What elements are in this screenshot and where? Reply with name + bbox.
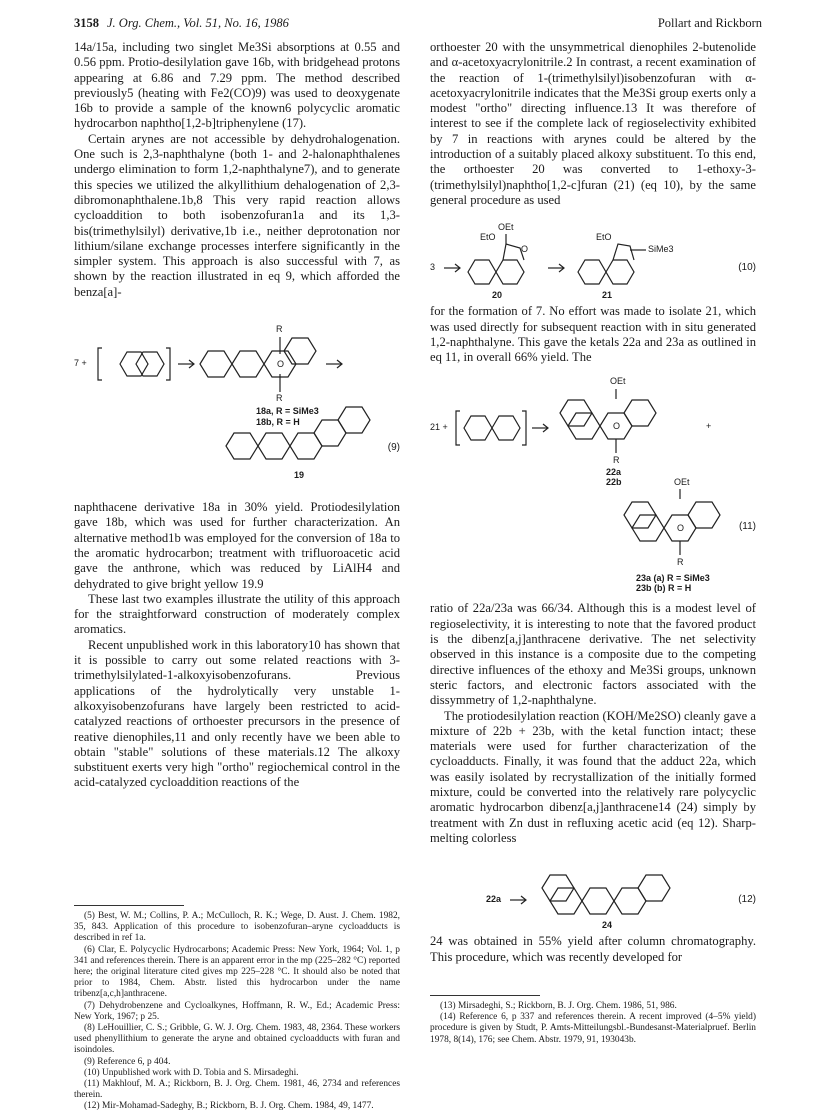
footnote-rule	[74, 905, 184, 906]
paragraph: for the formation of 7. No effort was made to isolate 21, which was used directly for subsequent reaction with in situ generated 1,2-naphthalyne. This gave the ketals 22a and 23a as outlined in eq 11, in overall 66% yield. The	[430, 304, 756, 365]
paragraph: Certain arynes are not accessible by dehydrohalogenation. One such is 2,3-naphthalyne (both 1- and 2-halonaphthalenes undergo elimination to form 1,2-naphthalyne7), and to generate this species we utilized the alkyllithium dehalogenation of 2,3-dibromonaphthalene.1b,8 This very rapid reaction allows cycloaddition to both isobenzofuran1a and its 1,3-bis(trimethylsilyl) derivative,1b i.e., neither deprotonation nor lithium/silane exchange processes interfere significantly in the simpler system. This approach is also successful with 7, as shown by the reaction illustrated in eq 9, which afforded the benza[a]-	[74, 131, 400, 299]
eq9-label-18b: 18b, R = H	[256, 417, 300, 428]
eq11-label-23a: 23a (a) R = SiMe3	[636, 573, 710, 584]
eq10-compound-21: 21	[602, 290, 613, 301]
equation-12-structures	[430, 850, 756, 934]
eq9-r-bottom: R	[276, 393, 283, 404]
eq11-label-22b: 22b	[606, 477, 622, 488]
eq10-number: (10)	[738, 262, 756, 274]
eq11-r-bottom: R	[677, 557, 684, 568]
footnote: (10) Unpublished work with D. Tobia and S. Mirsadeghi.	[84, 1067, 299, 1078]
eq10-sime3: SiMe3	[648, 244, 674, 255]
equation-9	[74, 306, 400, 500]
eq10-compound-20: 20	[492, 290, 503, 301]
eq10-start: 3	[430, 262, 436, 273]
eq11-oet-bottom: OEt	[674, 477, 690, 488]
footnote: (13) Mirsadeghi, S.; Rickborn, B. J. Org. Chem. 1986, 51, 986.	[440, 1001, 677, 1011]
eq12-start: 22a	[486, 894, 502, 905]
equation-12	[430, 850, 756, 934]
equation-10-structures	[430, 210, 756, 304]
eq11-plus: +	[706, 421, 712, 432]
eq10-eto-left: EtO	[480, 232, 496, 243]
equation-9-structures	[74, 306, 400, 500]
paragraph: 24 was obtained in 55% yield after column chromatography. This procedure, which was recently developed for	[430, 934, 756, 964]
footnote-rule	[430, 995, 540, 996]
eq11-number: (11)	[738, 521, 756, 533]
eq9-number: (9)	[387, 442, 400, 454]
footnote: (5) Best, W. M.; Collins, P. A.; McCulloch, R. K.; Wege, D. Aust. J. Chem. 1982, 35, 843. Application of this procedure to isobenzofuran–aryne cycloadducts is described in ref 1a.	[74, 911, 400, 944]
footnote: (6) Clar, E. Polycyclic Hydrocarbons; Academic Press: New York, 1964; Vol. 1, p 341 and references therein. There is an apparent error in the mp (225–282 °C) reported here; the original literature cited gives mp 225–228 °C. It should also be noted that prior to 1984, Chem. Abstr. listed this hydrocarbon under the name tribenz[a,c,h]anthracene.	[74, 944, 400, 1000]
eq11-label-22a: 22a	[606, 467, 622, 478]
paragraph: The protiodesilylation reaction (KOH/Me2SO) cleanly gave a mixture of 22b + 23b, with the ketal function intact; these materials were used for further characterization of the cycloadducts. Finally, it was found that the adduct 22a, which was easily isolated by recrystallization of the initially formed mixture, could be converted into the relatively rare polycyclic aromatic hydrocarbon dibenz[a,j]anthracene14 (24) simply by treatment with Zn dust in refluxing acetic acid (eq 12). Sharp-melting colorless	[430, 708, 756, 845]
paragraph: ratio of 22a/23a was 66/34. Although this is a modest level of regioselectivity, it is interesting to note that the favored product is the dibenz[a,j]anthracene derivative. The net selectivity observed in this instance is a composite due to the competing directive influences of the ethoxy and Me3Si groups, unknown steric factors, and electronic factors associated with the dissymmetry of 1,2-naphthalyne.	[430, 601, 756, 708]
eq10-eto-right: EtO	[596, 232, 612, 243]
journal-citation: J. Org. Chem., Vol. 51, No. 16, 1986	[107, 16, 289, 30]
eq9-oxygen: O	[277, 359, 285, 370]
eq10-oxygen: O	[521, 244, 529, 255]
eq9-reagent: 7 +	[74, 358, 87, 369]
page-number: 3158	[74, 16, 99, 30]
footnote: (8) LeHouillier, C. S.; Gribble, G. W. J. Org. Chem. 1983, 48, 2364. These workers used phenyllithium to generate the aryne and obtained cycloadducts with furan and isoindoles.	[74, 1023, 400, 1056]
footnote: (7) Dehydrobenzene and Cycloalkynes, Hoffmann, R. W., Ed.; Academic Press: New York, 1967; p 25.	[74, 1000, 400, 1022]
eq9-label-18a: 18a, R = SiMe3	[256, 406, 319, 417]
eq10-oet: OEt	[498, 222, 514, 233]
footnotes-right	[430, 995, 756, 1046]
running-header	[74, 16, 762, 34]
eq11-r-top: R	[613, 455, 620, 466]
paragraph: naphthacene derivative 18a in 30% yield. Protiodesilylation gave 18b, which was used for further characterization. An alternative method1b was employed for the conversion of 18a to the aromatic hydrocarbon; treatment with trifluoroacetic acid gave the anthrone, which was reduced by LiAlH4 and dehydrated to give bright yellow 19.9	[74, 500, 400, 591]
footnote: (11) Makhlouf, M. A.; Rickborn, B. J. Org. Chem. 1981, 46, 2734 and references therein.	[74, 1079, 400, 1101]
paragraph: These last two examples illustrate the utility of this approach for the straightforward construction of moderately complex aromatics.	[74, 591, 400, 637]
running-authors: Pollart and Rickborn	[657, 16, 762, 30]
footnotes-left	[74, 905, 400, 1113]
footnote: (14) Reference 6, p 337 and references therein. A recent improved (4–5% yield) procedure is given by Studt, P. Amts-Mitteilungsbl.-Bundesanst-Materialpruef. Berlin 1978, 8(14), 176; see Chem. Abstr. 1979, 91, 193043b.	[430, 1012, 756, 1045]
eq11-oxygen-top: O	[613, 421, 621, 432]
equation-10	[430, 210, 756, 304]
eq11-label-23b: 23b (b) R = H	[636, 583, 692, 594]
eq12-number: (12)	[738, 894, 756, 906]
paragraph: 14a/15a, including two singlet Me3Si absorptions at 0.55 and 0.56 ppm. Protio-desilylation gave 16b, with bridgehead protons appearing at 6.86 and 7.29 ppm. The method described previously5 (heating with Fe2(CO)9) was used to deoxygenate 16b to provide a sample of the known6 polycyclic aromatic hydrocarbon naphtho[1,2-b]triphenylene (17).	[74, 40, 400, 131]
left-column	[74, 40, 400, 791]
eq9-r-top: R	[276, 324, 283, 335]
eq12-compound-24: 24	[602, 920, 613, 931]
footnote: (12) Mir-Mohamad-Sadeghy, B.; Rickborn, B. J. Org. Chem. 1984, 49, 1477.	[84, 1101, 374, 1112]
eq11-oet-top: OEt	[610, 376, 626, 387]
footnote: (9) Reference 6, p 404.	[84, 1056, 171, 1067]
eq9-compound-19: 19	[294, 470, 305, 481]
paragraph: orthoester 20 with the unsymmetrical dienophiles 2-butenolide and α-acetoxyacrylonitrile.2 In contrast, a recent examination of the reaction of 1-(trimethylsilyl)isobenzofuran with α-acetoxyacrylonitrile indicates that the Me3Si group exerts only a modest "ortho" directing influence.13 It was therefore of interest to see if the complete lack of regioselectivity exhibited by 7 in reactions with arynes could be altered by the introduction of a suitably placed alkoxy substituent. To this end, the orthoester 20 was converted to 1-ethoxy-3-(trimethylsilyl)naphtho[1,2-c]furan (21) (eq 10), by the same general procedure as used	[430, 40, 756, 207]
equation-11	[430, 369, 756, 601]
right-column	[430, 40, 756, 965]
eq11-oxygen-bottom: O	[677, 523, 685, 534]
paragraph: Recent unpublished work in this laboratory10 has shown that it is possible to carry out some related reactions with 3-trimethylsilylated-1-alkoxyisobenzofurans. Previous applications of the hydrolytically very unstable 1-alkoxyisobenzofurans have largely been restricted to acid-catalyzed reactions of orthoester precursors in the presence of reative dienophiles,11 and only recently have we been able to obtain "stable" solutions of these materials.12 The alkoxy substituent exerts very high "ortho" regiochemical control in the acid-catalyzed cycloaddition reactions of the	[74, 637, 400, 790]
eq11-reagent: 21 +	[430, 422, 448, 433]
equation-11-structures	[430, 369, 756, 601]
